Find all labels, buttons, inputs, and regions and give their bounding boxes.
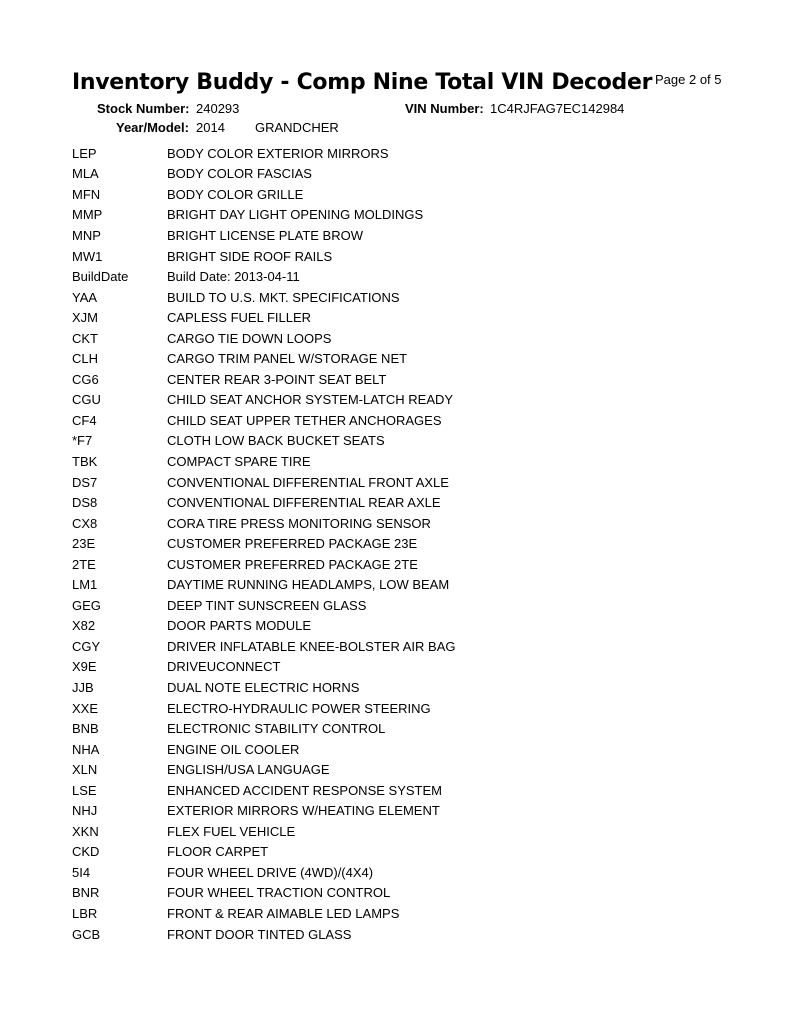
option-code: GCB (72, 926, 101, 942)
option-description: CORA TIRE PRESS MONITORING SENSOR (167, 515, 431, 531)
option-code: BNB (72, 721, 99, 737)
page-title: Inventory Buddy - Comp Nine Total VIN Decoder (72, 70, 653, 95)
year-value: 2014 (196, 120, 225, 135)
option-code: XXE (72, 700, 99, 716)
option-description: ENHANCED ACCIDENT RESPONSE SYSTEM (167, 782, 442, 798)
option-code: LM1 (72, 577, 98, 593)
option-description: BODY COLOR FASCIAS (167, 166, 312, 182)
list-item (72, 164, 732, 185)
option-code: MLA (72, 166, 99, 182)
list-item (72, 739, 732, 760)
list-item (72, 472, 732, 493)
option-description: CLOTH LOW BACK BUCKET SEATS (167, 433, 385, 449)
option-description: FOUR WHEEL TRACTION CONTROL (167, 885, 391, 901)
option-description: CHILD SEAT ANCHOR SYSTEM-LATCH READY (167, 392, 454, 408)
option-code: X82 (72, 618, 96, 634)
option-code: YAA (72, 289, 98, 305)
option-description: BRIGHT SIDE ROOF RAILS (167, 248, 333, 264)
option-code: MNP (72, 227, 101, 243)
option-description: DAYTIME RUNNING HEADLAMPS, LOW BEAM (167, 577, 450, 593)
option-description: CAPLESS FUEL FILLER (167, 310, 312, 326)
option-description: ELECTRO-HYDRAULIC POWER STEERING (167, 700, 431, 716)
option-description: EXTERIOR MIRRORS W/HEATING ELEMENT (167, 803, 440, 819)
list-item (72, 287, 732, 308)
option-description: BUILD TO U.S. MKT. SPECIFICATIONS (167, 289, 400, 305)
stock-number-label: Stock Number: (97, 101, 190, 116)
vin-number-value: 1C4RJFAG7EC142984 (490, 101, 625, 116)
option-description: FRONT DOOR TINTED GLASS (167, 926, 352, 942)
option-description: DOOR PARTS MODULE (167, 618, 311, 634)
option-code: CKT (72, 330, 98, 346)
list-item (72, 205, 732, 226)
list-item (72, 842, 732, 863)
option-code: 23E (72, 536, 96, 552)
list-item (72, 266, 732, 287)
option-code: JJB (72, 679, 94, 695)
option-code: TBK (72, 453, 98, 469)
option-description: ELECTRONIC STABILITY CONTROL (167, 721, 386, 737)
list-item (72, 780, 732, 801)
list-item (72, 862, 732, 883)
option-description: BRIGHT DAY LIGHT OPENING MOLDINGS (167, 207, 424, 223)
option-code: CGU (72, 392, 101, 408)
option-description: BODY COLOR EXTERIOR MIRRORS (167, 145, 389, 161)
option-code: X9E (72, 659, 97, 675)
list-item (72, 677, 732, 698)
list-item (72, 924, 732, 945)
option-code: XKN (72, 823, 99, 839)
list-item (72, 410, 732, 431)
option-code: XJM (72, 310, 98, 326)
list-item (72, 225, 732, 246)
list-item (72, 595, 732, 616)
option-code: MW1 (72, 248, 103, 264)
option-code: BNR (72, 885, 100, 901)
option-code: 2TE (72, 556, 96, 572)
list-item (72, 821, 732, 842)
option-description: Build Date: 2013-04-11 (167, 269, 300, 285)
option-description: ENGLISH/USA LANGUAGE (167, 762, 330, 778)
option-code: CX8 (72, 515, 98, 531)
list-item (72, 883, 732, 904)
option-description: FLEX FUEL VEHICLE (167, 823, 296, 839)
option-description: DRIVER INFLATABLE KNEE-BOLSTER AIR BAG (167, 638, 456, 654)
option-description: BODY COLOR GRILLE (167, 186, 304, 202)
list-item (72, 533, 732, 554)
option-code: CF4 (72, 412, 97, 428)
list-item (72, 903, 732, 924)
list-item (72, 801, 732, 822)
list-item (72, 554, 732, 575)
year-model-label: Year/Model: (116, 120, 189, 135)
list-item (72, 657, 732, 678)
list-item (72, 718, 732, 739)
list-item (72, 246, 732, 267)
list-item (72, 759, 732, 780)
option-code-list (72, 143, 732, 944)
list-item (72, 328, 732, 349)
option-description: DRIVEUCONNECT (167, 659, 281, 675)
option-description: CARGO TIE DOWN LOOPS (167, 330, 332, 346)
list-item (72, 307, 732, 328)
option-description: FLOOR CARPET (167, 844, 269, 860)
page-number: Page 2 of 5 (655, 72, 722, 87)
list-item (72, 451, 732, 472)
option-code: LBR (72, 906, 98, 921)
list-item (72, 636, 732, 657)
option-description: CUSTOMER PREFERRED PACKAGE 23E (167, 536, 418, 552)
list-item (72, 390, 732, 411)
option-description: CUSTOMER PREFERRED PACKAGE 2TE (167, 556, 418, 572)
option-description: CONVENTIONAL DIFFERENTIAL FRONT AXLE (167, 474, 449, 490)
model-value: GRANDCHER (255, 120, 339, 135)
option-code: NHJ (72, 803, 98, 819)
list-item (72, 492, 732, 513)
option-code: DS8 (72, 495, 98, 511)
option-code: *F7 (72, 433, 93, 449)
option-description: FOUR WHEEL DRIVE (4WD)/(4X4) (167, 864, 374, 880)
list-item (72, 369, 732, 390)
vin-number-label: VIN Number: (405, 101, 484, 116)
option-description: COMPACT SPARE TIRE (167, 453, 311, 469)
option-code: CKD (72, 844, 100, 860)
list-item (72, 348, 732, 369)
option-description: CHILD SEAT UPPER TETHER ANCHORAGES (167, 412, 442, 428)
option-code: BuildDate (72, 269, 129, 285)
option-code: CGY (72, 638, 101, 654)
option-description: BRIGHT LICENSE PLATE BROW (167, 227, 364, 243)
option-description: CONVENTIONAL DIFFERENTIAL REAR AXLE (167, 495, 441, 511)
option-description: DEEP TINT SUNSCREEN GLASS (167, 597, 367, 613)
option-description: CARGO TRIM PANEL W/STORAGE NET (167, 351, 408, 367)
option-code: 5I4 (72, 864, 91, 880)
list-item (72, 698, 732, 719)
list-item (72, 513, 732, 534)
option-code: MMP (72, 207, 103, 223)
option-code: CLH (72, 351, 99, 367)
list-item (72, 574, 732, 595)
option-code: CG6 (72, 371, 99, 387)
stock-number-value: 240293 (196, 101, 240, 116)
option-description: ENGINE OIL COOLER (167, 741, 300, 757)
option-description: CENTER REAR 3-POINT SEAT BELT (167, 371, 387, 387)
option-description: FRONT & REAR AIMABLE LED LAMPS (167, 906, 400, 921)
option-code: MFN (72, 186, 101, 202)
list-item (72, 143, 732, 164)
option-code: GEG (72, 597, 101, 613)
list-item (72, 431, 732, 452)
option-description: DUAL NOTE ELECTRIC HORNS (167, 679, 360, 695)
option-code: NHA (72, 741, 100, 757)
option-code: LEP (72, 145, 97, 161)
option-code: XLN (72, 762, 98, 778)
option-code: DS7 (72, 474, 98, 490)
option-code: LSE (72, 782, 97, 798)
list-item (72, 616, 732, 637)
list-item (72, 184, 732, 205)
